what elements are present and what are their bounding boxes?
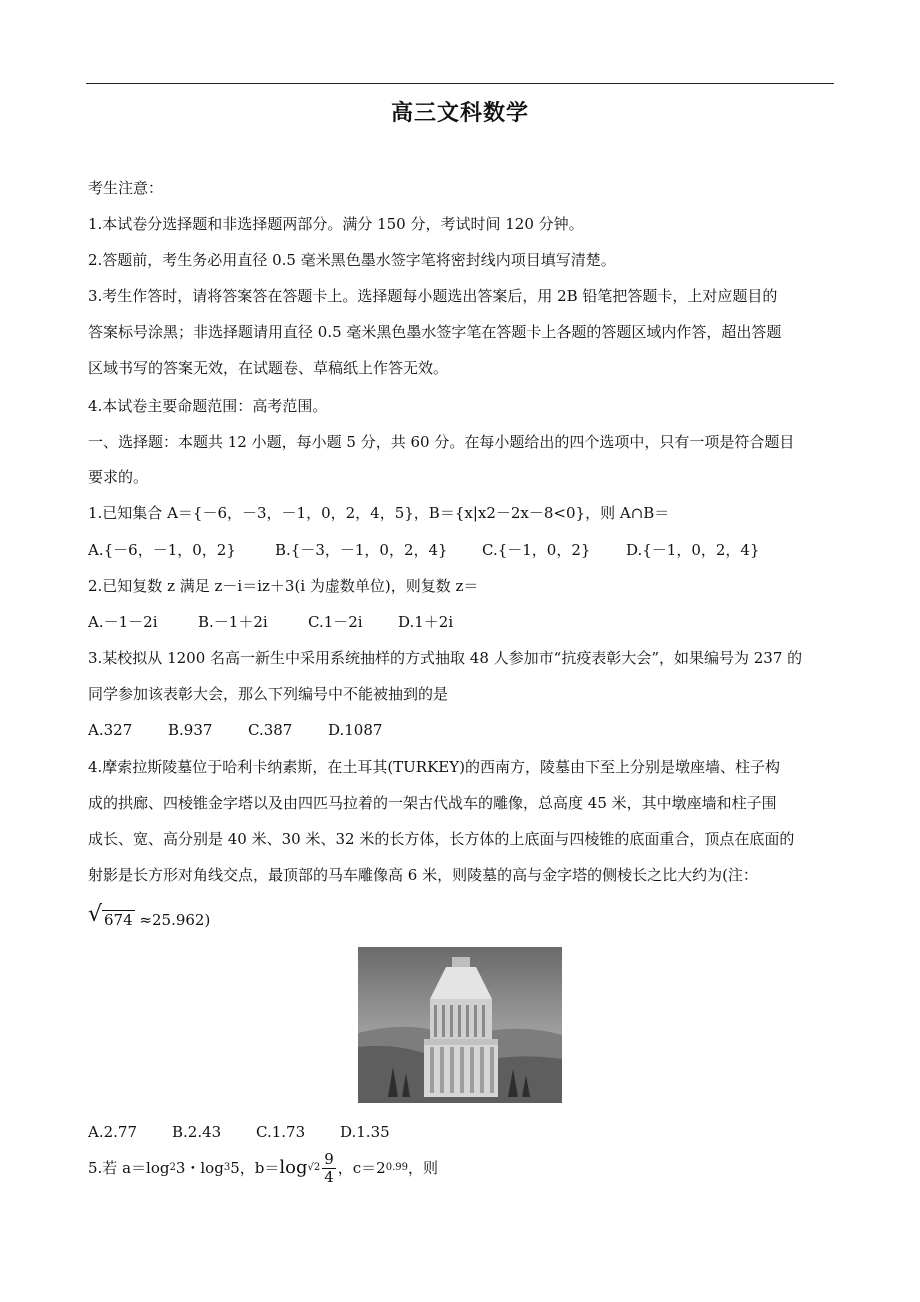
- section-heading: 一、选择题：本题共 12 小题，每小题 5 分，共 60 分。在每小题给出的四个选项中，只有一项是符合题目: [88, 433, 795, 451]
- q4-option-a: A.2.77: [88, 1123, 137, 1141]
- q2-option-b: B.－1＋2i: [198, 613, 268, 631]
- q5-suffix: ，则: [407, 1159, 438, 1177]
- notice-item: 区域书写的答案无效，在试题卷、草稿纸上作答无效。: [88, 359, 449, 377]
- q4-option-c: C.1.73: [256, 1123, 306, 1141]
- page-title: 高三文科数学: [390, 100, 529, 126]
- q4-stem-cont: 成的拱廊、四棱锥金字塔以及由四匹马拉着的一架古代战车的雕像，总高度 45 米，其中墩座墙和柱子围: [88, 794, 777, 812]
- q5-a-mid: 3・log: [175, 1159, 224, 1177]
- q2-option-c: C.1－2i: [308, 613, 363, 631]
- q1-option-b: B.{－3，－1，0，2，4}: [275, 541, 448, 559]
- notice-item: 答案标号涂黑；非选择题请用直径 0.5 毫米黑色墨水签字笔在答题卡上各题的答题区域内作答，超出答题: [88, 323, 782, 341]
- q3-stem: 3.某校拟从 1200 名高一新生中采用系统抽样的方式抽取 48 人参加市“抗疫表彰大会”，如果编号为 237 的: [88, 649, 803, 667]
- q5-b-log: log: [279, 1157, 308, 1178]
- q4-note: [88, 902, 211, 930]
- q3-option-d: D.1087: [328, 721, 383, 739]
- q2-option-a: A.－1－2i: [88, 613, 158, 631]
- q3-option-a: A.327: [88, 721, 133, 739]
- q2-stem: 2.已知复数 z 满足 z－i＝iz＋3(i 为虚数单位)，则复数 z＝: [88, 577, 479, 595]
- section-heading-cont: 要求的。: [88, 468, 149, 486]
- q3-stem-cont: 同学参加该表彰大会，那么下列编号中不能被抽到的是: [88, 685, 449, 703]
- q4-stem-cont: 射影是长方形对角线交点，最顶部的马车雕像高 6 米，则陵墓的高与金字塔的侧棱长之比大约为(注：: [88, 866, 758, 884]
- q2-option-d: D.1＋2i: [398, 613, 454, 631]
- mausoleum-photo: [358, 947, 562, 1103]
- q1-option-a: A.{－6，－1，0，2}: [88, 541, 236, 559]
- q4-option-d: D.1.35: [340, 1123, 390, 1141]
- q5-b-base: √2: [307, 1162, 321, 1173]
- q5-a-end: 5，b＝: [230, 1159, 280, 1177]
- q4-option-b: B.2.43: [172, 1123, 222, 1141]
- sqrt-radicand: 674: [104, 911, 133, 929]
- notice-item: 4.本试卷主要命题范围：高考范围。: [88, 397, 328, 415]
- q5-log-base: 3: [223, 1162, 231, 1173]
- q1-option-c: C.{－1，0，2}: [482, 541, 591, 559]
- notice-item: 3.考生作答时，请将答案答在答题卡上。选择题每小题选出答案后，用 2B 铅笔把答题卡，上对应题目的: [88, 287, 778, 305]
- q5-fraction: [322, 1151, 336, 1186]
- q5-log-base: 2: [169, 1162, 176, 1173]
- notice-heading: 考生注意：: [88, 179, 164, 197]
- fraction-numerator: 9: [324, 1149, 334, 1168]
- q1-stem: 1.已知集合 A＝{－6，－3，－1，0，2，4，5}，B＝{x|x2－2x－8<0}，则 A∩B＝: [88, 504, 670, 522]
- q5-c-exponent: 0.99: [385, 1162, 408, 1173]
- q4-stem: 4.摩索拉斯陵墓位于哈利卡纳素斯，在土耳其(TURKEY)的西南方，陵墓由下至上分别是墩座墙、柱子构: [88, 758, 781, 776]
- q3-option-b: B.937: [168, 721, 213, 739]
- sqrt-expression: √ 674: [88, 902, 133, 929]
- q3-option-c: C.387: [248, 721, 293, 739]
- q4-stem-cont: 成长、宽、高分别是 40 米、30 米、32 米的长方体，长方体的上底面与四棱锥的底面重合，顶点在底面的: [88, 830, 795, 848]
- q1-option-d: D.{－1，0，2，4}: [626, 541, 760, 559]
- q5-c-text: ，c＝2: [337, 1159, 386, 1177]
- header-rule: [86, 83, 834, 84]
- q4-note-value: ≈25.962): [134, 911, 211, 929]
- q5-prefix: 5.若 a＝log: [88, 1159, 170, 1177]
- fraction-denominator: 4: [324, 1167, 334, 1186]
- notice-item: 1.本试卷分选择题和非选择题两部分。满分 150 分，考试时间 120 分钟。: [88, 215, 584, 233]
- notice-item: 2.答题前，考生务必用直径 0.5 毫米黑色墨水签字笔将密封线内项目填写清楚。: [88, 251, 616, 269]
- q5-stem: [88, 1148, 438, 1188]
